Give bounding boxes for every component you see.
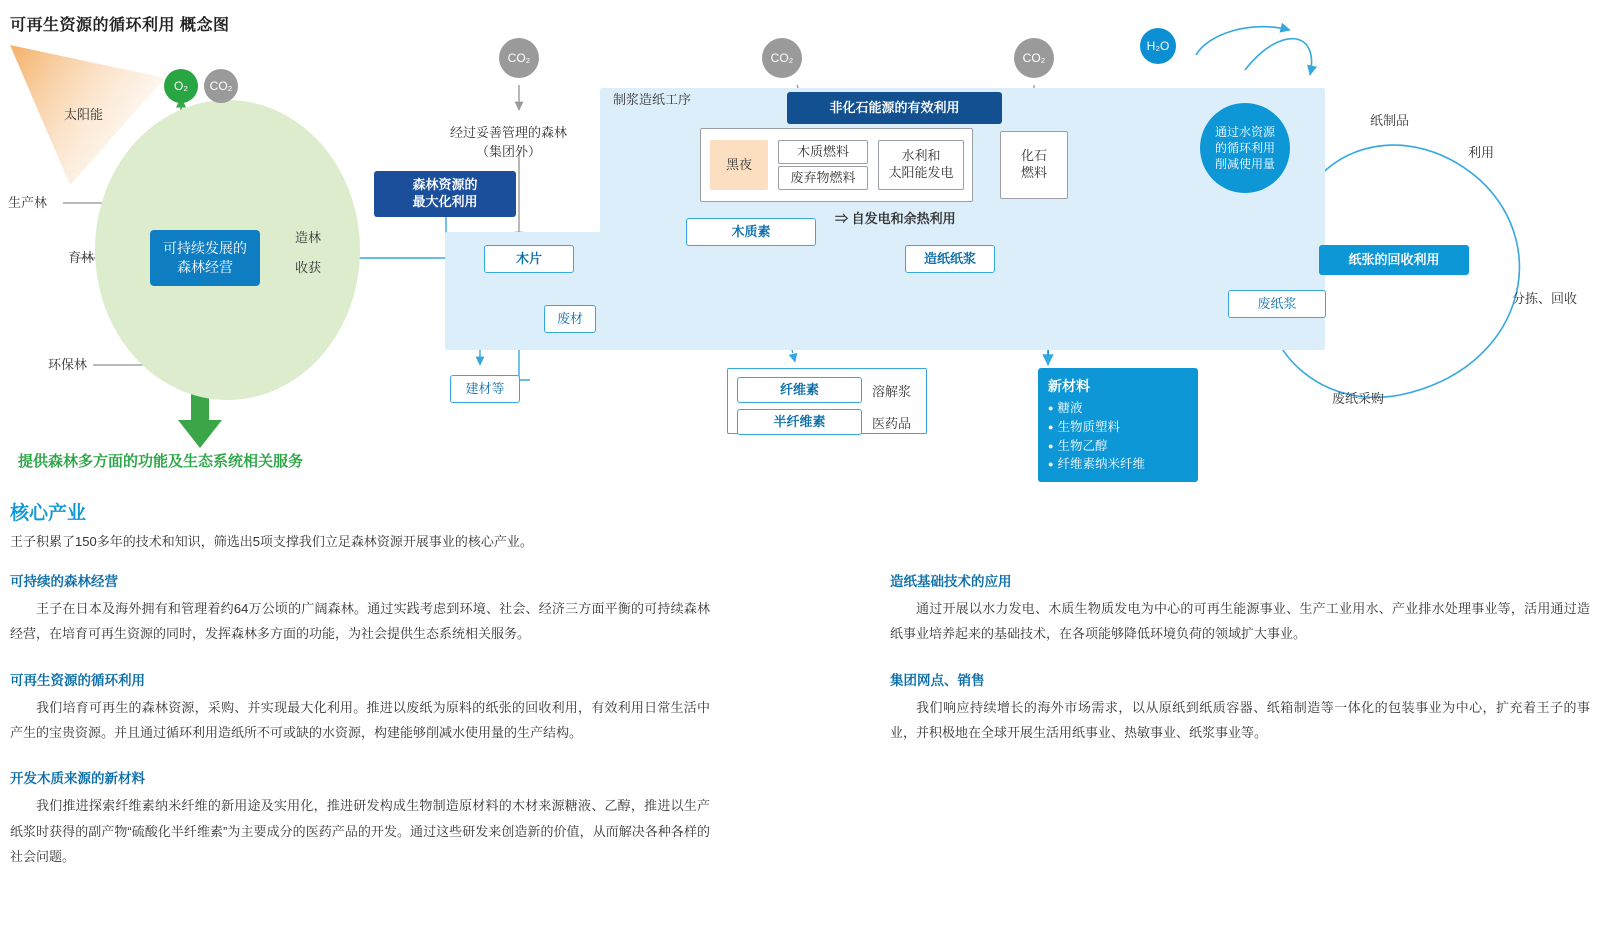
fossil-fuel-line1: 化石 [1020, 148, 1047, 164]
hemicellulose-box: 半纤维素 [737, 409, 862, 435]
new-materials-list [1048, 399, 1188, 474]
hydro-solar-line2: 太阳能发电 [888, 165, 954, 180]
co2-icon-forest: CO₂ [204, 69, 238, 103]
sort-collect-label: 分拣、回收 [1512, 291, 1578, 306]
forest-core-line2: 森林经营 [177, 259, 233, 275]
article-item-body: 我们响应持续增长的海外市场需求，以从原纸到纸质容器、纸箱制造等一体化的包装事业为中心，扩充着王子的事业，并积极地在全球开展生活用纸事业、热敏事业、纸浆事业等。 [890, 699, 1590, 741]
label-eco-forest: 环保林 [48, 357, 88, 372]
forest-max-use-box [374, 171, 516, 217]
fossil-fuel-line2: 燃料 [1020, 165, 1047, 180]
building-materials-box: 建材等 [450, 375, 520, 403]
section-lead: 王子积累了150多年的技术和知识，筛选出5项支撑我们立足森林资源开展事业的核心产业。 [10, 534, 533, 549]
article-item-body: 王子在日本及海外拥有和管理着约64万公顷的广阔森林。通过实践考虑到环境、社会、经济三方面平衡的可持续森林经营，在培育可再生资源的同时，发挥森林多方面的功能，为社会提供生态系统相关服务。 [10, 601, 710, 642]
article-item-body: 通过开展以水力发电、木质生物质发电为中心的可再生能源事业、生产工业用水、产业排水处理事业等，活用通过造纸事业培养起来的基础技术，在各项能够降低环境负荷的领域扩大事业。 [890, 601, 1590, 642]
fossil-fuel-box [1000, 131, 1068, 199]
managed-forest-line1: 经过妥善管理的森林 [450, 125, 568, 140]
pharma-label: 医药品 [872, 416, 912, 431]
hydro-solar-box [878, 140, 964, 190]
sustainable-forest-core [150, 230, 260, 286]
waste-wood-box: 废材 [544, 305, 596, 333]
article-item [10, 669, 710, 746]
managed-forest-label [450, 122, 567, 160]
paper-pulp-box: 造纸纸浆 [905, 245, 995, 273]
section-title: 核心产业 [10, 503, 87, 524]
co2-icon-fossil: CO₂ [1014, 38, 1054, 78]
new-materials-item: ● 糖液 [1048, 399, 1188, 418]
water-circle-line2: 的循环利用 [1214, 140, 1275, 155]
lignin-box: 木质素 [686, 218, 816, 246]
paper-products-label: 纸制品 [1370, 113, 1410, 128]
pulping-process-label: 制浆造纸工序 [613, 92, 692, 107]
article-column-right [890, 570, 1590, 767]
wood-fuel-box: 木质燃料 [778, 140, 868, 164]
label-production-forest: 生产林 [8, 195, 48, 210]
article-item [10, 767, 710, 869]
paper-recycle-box: 纸张的回收利用 [1319, 245, 1469, 275]
article-item [890, 570, 1590, 647]
new-materials-item: ● 生物乙醇 [1048, 437, 1188, 456]
article-item-title: 集团网点、销售 [890, 672, 985, 688]
article-item-body: 我们推进探索纤维素纳米纤维的新用途及实用化，推进研发构成生物制造原材料的木材来源糖液、乙醇，推进以生产纸浆时获得的副产物“硫酸化半纤维素”为主要成分的医药产品的开发。通过这些研发来创造新的价值，从而解决各种各样的社会问题。 [10, 798, 710, 865]
forest-services-note: 提供森林多方面的功能及生态系统相关服务 [18, 453, 304, 470]
o2-icon: O₂ [164, 69, 198, 103]
hydro-solar-line1: 水利和 [901, 148, 941, 164]
article-item-title: 可再生资源的循环利用 [10, 672, 145, 688]
article-item-title: 可持续的森林经营 [10, 574, 118, 589]
label-harvest: 收获 [295, 260, 322, 275]
self-power-note: ⇒ 自发电和余热利用 [835, 211, 956, 226]
new-materials-item: ● 生物质塑料 [1048, 418, 1188, 437]
waste-fuel-box: 废弃物燃料 [778, 166, 868, 190]
article-column-left [10, 570, 710, 891]
water-circle-line1: 通过水资源 [1214, 124, 1275, 139]
article-item-title: 开发木质来源的新材料 [10, 771, 145, 787]
new-materials-item: ● 纤维素纳米纤维 [1048, 455, 1188, 474]
page-title: 可再生资源的循环利用 概念图 [10, 17, 230, 34]
new-materials-title: 新材料 [1048, 378, 1090, 394]
co2-icon-biomass: CO₂ [762, 38, 802, 78]
water-recycle-circle [1200, 103, 1290, 193]
night-box: 黑夜 [710, 140, 768, 190]
article-item [890, 669, 1590, 746]
forest-max-use-line2: 最大化利用 [412, 194, 478, 209]
non-fossil-energy-box: 非化石能源的有效利用 [787, 92, 1002, 124]
label-solar-energy: 太阳能 [64, 107, 104, 122]
label-nursery: 育林 [68, 250, 95, 265]
cellulose-box: 纤维素 [737, 377, 862, 403]
water-circle-line3: 削减使用量 [1214, 157, 1275, 172]
article-item-body: 我们培育可再生的森林资源，采购、并实现最大化利用。推进以废纸为原料的纸张的回收利用，有效利用日常生活中产生的宝贵资源。并且通过循环利用造纸所不可或缺的水资源，构建能够削减水使用量的生产结构。 [10, 699, 710, 741]
managed-forest-line2: （集团外） [476, 144, 542, 159]
h2o-icon: H₂O [1140, 28, 1176, 64]
article-item [10, 570, 710, 647]
co2-icon-managed-forest: CO₂ [499, 38, 539, 78]
forest-core-line1: 可持续发展的 [163, 240, 247, 257]
waste-paper-purchase-label: 废纸采购 [1332, 391, 1385, 406]
dissolving-pulp-label: 溶解浆 [872, 384, 912, 399]
use-label: 利用 [1468, 145, 1495, 160]
wood-chips-box: 木片 [484, 245, 574, 273]
label-afforestation: 造林 [295, 230, 322, 245]
forest-max-use-line1: 森林资源的 [412, 177, 478, 193]
new-materials-box [1038, 368, 1198, 482]
article-item-title: 造纸基础技术的应用 [890, 574, 1012, 589]
waste-pulp-box: 废纸浆 [1228, 290, 1326, 318]
